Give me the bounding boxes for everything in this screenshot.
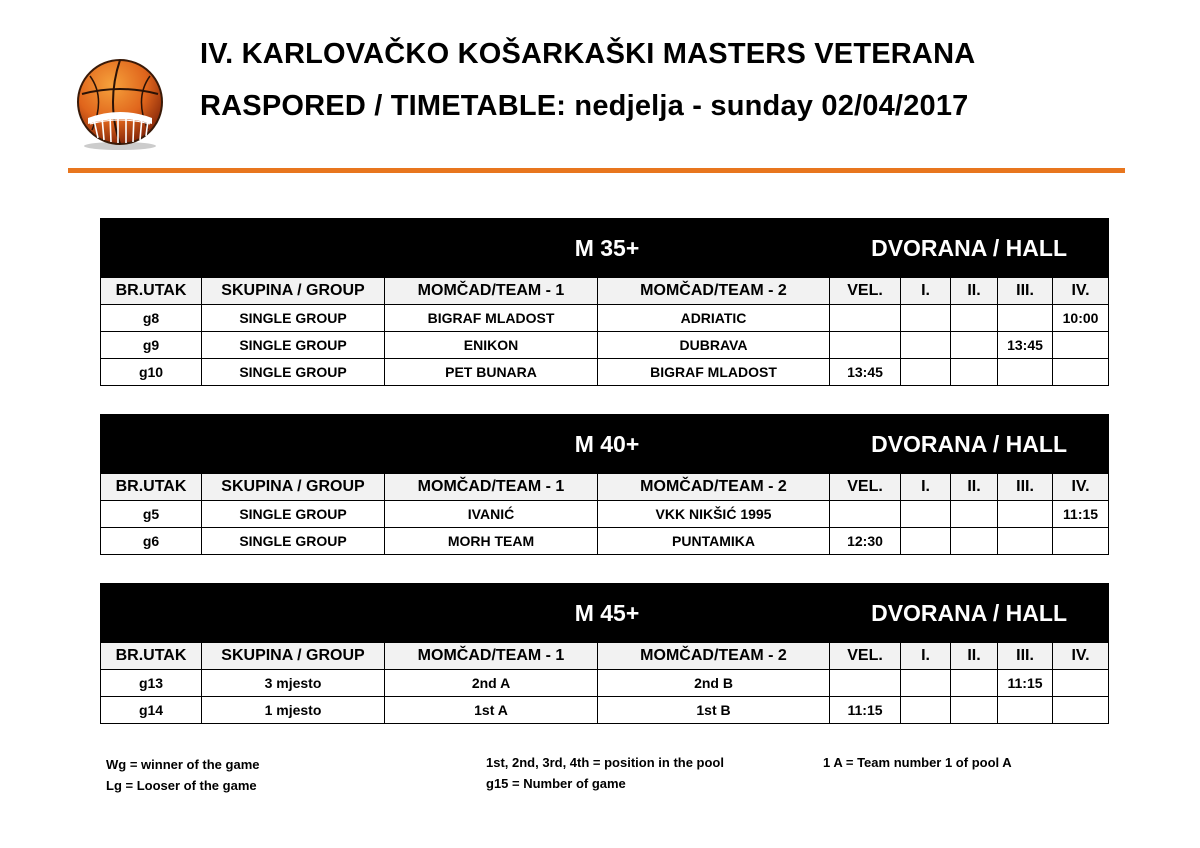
table-cell: [998, 528, 1053, 555]
table-cell: [1053, 332, 1109, 359]
category-label: M 40+: [385, 415, 830, 474]
table-cell: [951, 501, 998, 528]
table-row: [101, 359, 1109, 386]
table-row: [101, 528, 1109, 555]
column-header: MOMČAD/TEAM - 1: [385, 643, 598, 670]
column-header: SKUPINA / GROUP: [202, 278, 385, 305]
column-header: SKUPINA / GROUP: [202, 474, 385, 501]
column-header: VEL.: [830, 474, 901, 501]
column-header: II.: [951, 474, 998, 501]
category-label: M 45+: [385, 584, 830, 643]
table-cell: [998, 697, 1053, 724]
column-header: BR.UTAK: [101, 643, 202, 670]
header-spacer: [101, 584, 385, 643]
table-cell: [901, 697, 951, 724]
table-cell: VKK NIKŠIĆ 1995: [598, 501, 830, 528]
table-cell: 1st B: [598, 697, 830, 724]
schedule-table-3: [100, 583, 1109, 724]
basketball-logo: [76, 58, 164, 152]
table-cell: g9: [101, 332, 202, 359]
category-label: M 35+: [385, 219, 830, 278]
hall-label: DVORANA / HALL: [830, 219, 1109, 278]
column-header: III.: [998, 474, 1053, 501]
table-cell: [901, 305, 951, 332]
table-cell: 3 mjesto: [202, 670, 385, 697]
table-cell: 13:45: [998, 332, 1053, 359]
table-cell: [998, 305, 1053, 332]
table-cell: ENIKON: [385, 332, 598, 359]
table-cell: 2nd A: [385, 670, 598, 697]
table-cell: 13:45: [830, 359, 901, 386]
legend-game-number: g15 = Number of game: [486, 776, 626, 791]
column-header: I.: [901, 643, 951, 670]
table-cell: [1053, 528, 1109, 555]
document-title: IV. KARLOVAČKO KOŠARKAŠKI MASTERS VETERANA: [200, 38, 976, 70]
schedule-table-1: [100, 218, 1109, 386]
table-cell: [951, 528, 998, 555]
table-cell: [830, 305, 901, 332]
table-cell: g6: [101, 528, 202, 555]
legend-team-pool: [823, 752, 1012, 773]
table-cell: 1 mjesto: [202, 697, 385, 724]
column-header: MOMČAD/TEAM - 2: [598, 474, 830, 501]
column-header: IV.: [1053, 278, 1109, 305]
column-header: MOMČAD/TEAM - 2: [598, 278, 830, 305]
legend-game-results: [106, 754, 260, 796]
table-cell: 10:00: [1053, 305, 1109, 332]
table-cell: [901, 528, 951, 555]
document-subtitle: RASPORED / TIMETABLE: nedjelja - sunday 02/04/2017: [200, 90, 969, 122]
table-cell: [951, 305, 998, 332]
column-header: I.: [901, 278, 951, 305]
table-cell: [830, 670, 901, 697]
column-header: IV.: [1053, 474, 1109, 501]
column-header: MOMČAD/TEAM - 2: [598, 643, 830, 670]
table-cell: g5: [101, 501, 202, 528]
table-cell: [901, 501, 951, 528]
orange-divider: [68, 168, 1125, 173]
table-cell: PET BUNARA: [385, 359, 598, 386]
table-cell: MORH TEAM: [385, 528, 598, 555]
column-header-row: [101, 278, 1109, 305]
legend-pool-team: 1 A = Team number 1 of pool A: [823, 755, 1012, 770]
table-cell: [830, 332, 901, 359]
legend-positions: [486, 752, 724, 794]
column-header: SKUPINA / GROUP: [202, 643, 385, 670]
table-cell: SINGLE GROUP: [202, 332, 385, 359]
column-header: VEL.: [830, 643, 901, 670]
table-cell: 2nd B: [598, 670, 830, 697]
table-row: [101, 305, 1109, 332]
table-cell: 1st A: [385, 697, 598, 724]
table-cell: [1053, 697, 1109, 724]
legend-position: 1st, 2nd, 3rd, 4th = position in the pool: [486, 755, 724, 770]
table-row: [101, 697, 1109, 724]
table-row: [101, 501, 1109, 528]
column-header: VEL.: [830, 278, 901, 305]
table-cell: g14: [101, 697, 202, 724]
table-cell: [951, 359, 998, 386]
table-cell: [951, 332, 998, 359]
table-cell: [951, 697, 998, 724]
table-cell: 11:15: [830, 697, 901, 724]
table-cell: BIGRAF MLADOST: [598, 359, 830, 386]
column-header: BR.UTAK: [101, 474, 202, 501]
legend-winner: Wg = winner of the game: [106, 757, 260, 772]
table-cell: SINGLE GROUP: [202, 359, 385, 386]
table-cell: [901, 359, 951, 386]
table-cell: PUNTAMIKA: [598, 528, 830, 555]
table-cell: [998, 359, 1053, 386]
table-cell: [998, 501, 1053, 528]
table-cell: g13: [101, 670, 202, 697]
column-header: I.: [901, 474, 951, 501]
column-header: III.: [998, 643, 1053, 670]
column-header-row: [101, 643, 1109, 670]
table-cell: [1053, 670, 1109, 697]
column-header: II.: [951, 643, 998, 670]
header-spacer: [101, 415, 385, 474]
table-cell: 12:30: [830, 528, 901, 555]
legend-looser: Lg = Looser of the game: [106, 778, 257, 793]
header-spacer: [101, 219, 385, 278]
column-header-row: [101, 474, 1109, 501]
column-header: IV.: [1053, 643, 1109, 670]
column-header: BR.UTAK: [101, 278, 202, 305]
column-header: III.: [998, 278, 1053, 305]
table-cell: g8: [101, 305, 202, 332]
table-cell: DUBRAVA: [598, 332, 830, 359]
table-cell: SINGLE GROUP: [202, 305, 385, 332]
table-cell: [951, 670, 998, 697]
table-cell: ADRIATIC: [598, 305, 830, 332]
table-cell: 11:15: [1053, 501, 1109, 528]
table-cell: SINGLE GROUP: [202, 501, 385, 528]
schedule-table-2: [100, 414, 1109, 555]
hall-label: DVORANA / HALL: [830, 584, 1109, 643]
table-cell: [830, 501, 901, 528]
table-cell: [1053, 359, 1109, 386]
table-cell: g10: [101, 359, 202, 386]
table-row: [101, 332, 1109, 359]
hall-label: DVORANA / HALL: [830, 415, 1109, 474]
table-cell: [901, 670, 951, 697]
table-cell: IVANIĆ: [385, 501, 598, 528]
table-cell: SINGLE GROUP: [202, 528, 385, 555]
table-cell: 11:15: [998, 670, 1053, 697]
table-row: [101, 670, 1109, 697]
table-cell: [901, 332, 951, 359]
column-header: MOMČAD/TEAM - 1: [385, 278, 598, 305]
column-header: MOMČAD/TEAM - 1: [385, 474, 598, 501]
column-header: II.: [951, 278, 998, 305]
table-cell: BIGRAF MLADOST: [385, 305, 598, 332]
